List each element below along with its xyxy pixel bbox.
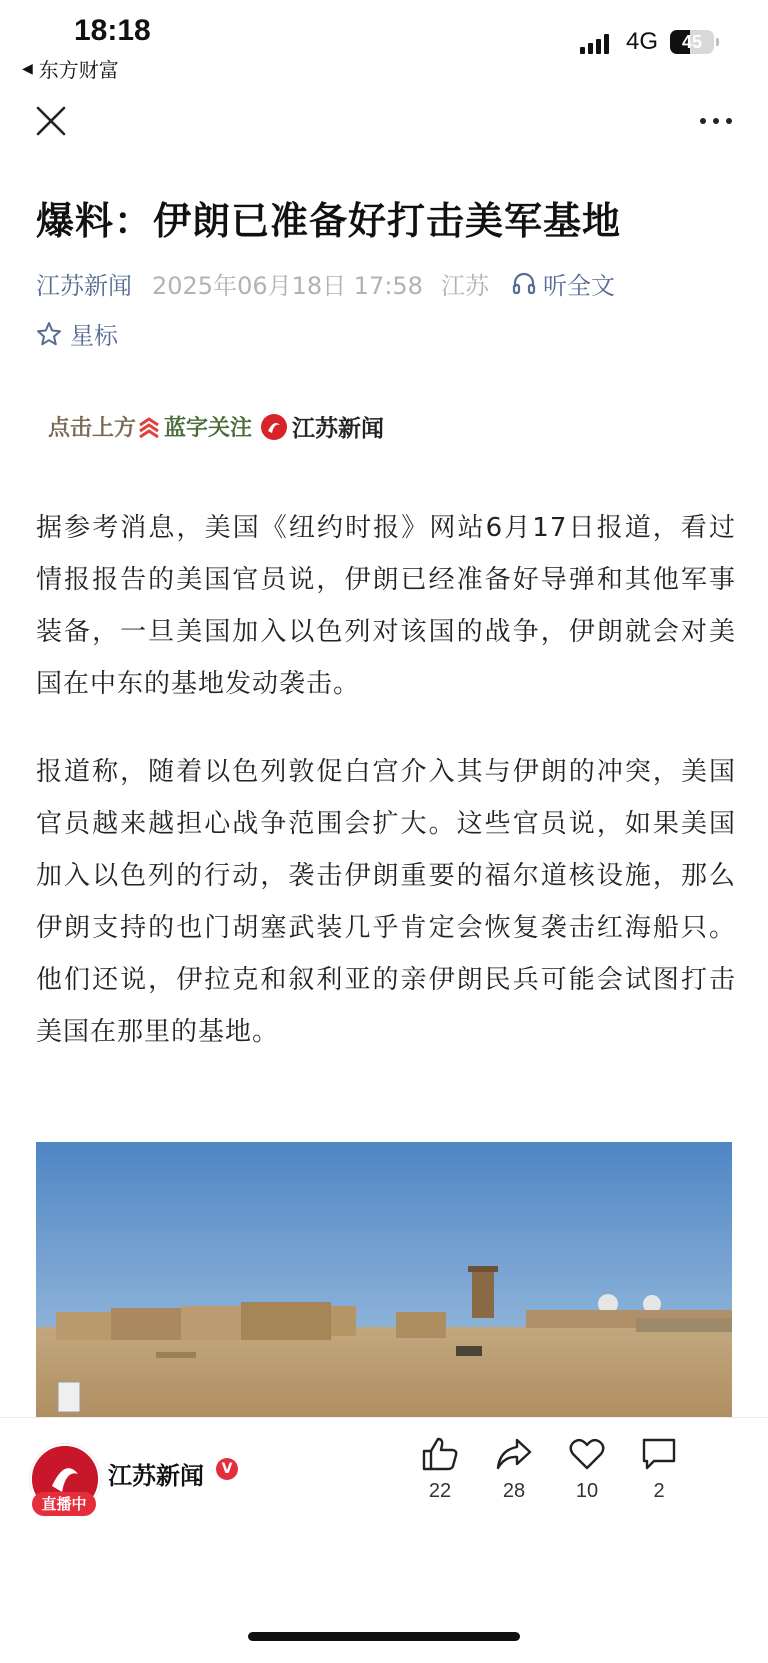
favorite-button[interactable] xyxy=(557,1436,617,1503)
share-button[interactable] xyxy=(484,1436,544,1503)
star-icon xyxy=(36,321,62,347)
comment-button[interactable] xyxy=(629,1436,689,1503)
battery-level: 45 xyxy=(681,32,703,52)
military-base-photo xyxy=(36,1142,732,1417)
status-time: 18:18 xyxy=(74,14,151,47)
back-app-label: 东方财富 xyxy=(38,58,119,82)
like-button[interactable] xyxy=(410,1436,470,1503)
more-dots-icon xyxy=(700,118,706,124)
back-to-app-link[interactable] xyxy=(22,54,119,83)
share-arrow-icon xyxy=(495,1436,533,1472)
chevron-up-stack-icon xyxy=(138,415,160,439)
publish-region: 江苏 xyxy=(440,272,489,300)
account-name[interactable]: 江苏新闻 xyxy=(108,1462,204,1490)
follow-text-1: 点击上方 xyxy=(48,416,137,441)
status-bar xyxy=(0,0,768,84)
article-photo[interactable] xyxy=(36,1142,732,1417)
more-options-button[interactable] xyxy=(700,118,732,124)
signal-icon xyxy=(580,32,609,54)
close-button[interactable] xyxy=(34,104,68,138)
favorite-count: 10 xyxy=(575,1480,599,1502)
article-paragraph-2: 报道称，随着以色列敦促白宫介入其与伊朗的冲突，美国官员越来越担心战争范围会扩大。这些官员说，如果美国加入以色列的行动，袭击伊朗重要的福尔道核设施，那么伊朗支持的也门胡塞武装几乎肯定会恢复袭击红海船只。他们还说，伊拉克和叙利亚的亲伊朗民兵可能会试图打击美国在那里的基地。 xyxy=(36,757,736,1047)
star-label: 星标 xyxy=(70,322,118,350)
article-title: 爆料：伊朗已准备好打击美军基地 xyxy=(36,199,622,243)
close-icon xyxy=(34,104,68,138)
source-account-link[interactable]: 江苏新闻 xyxy=(36,272,132,300)
network-type: 4G xyxy=(626,28,659,55)
share-count: 28 xyxy=(502,1480,526,1502)
listen-full-label: 听全文 xyxy=(542,272,615,300)
home-indicator[interactable] xyxy=(248,1632,520,1641)
star-button[interactable] xyxy=(36,316,118,351)
bottom-action-bar xyxy=(0,1417,768,1663)
article-paragraph-1: 据参考消息，美国《纽约时报》网站6月17日报道，看过情报报告的美国官员说，伊朗已经准备好导弹和其他军事装备，一旦美国加入以色列对该国的战争，伊朗就会对美国在中东的基地发动袭击。 xyxy=(36,513,736,699)
battery-icon xyxy=(670,30,714,54)
listen-full-button[interactable] xyxy=(511,266,615,301)
heart-icon xyxy=(568,1436,606,1472)
comment-bubble-icon xyxy=(640,1436,678,1472)
headphones-icon xyxy=(511,271,537,297)
verified-icon: V xyxy=(216,1458,238,1480)
comment-count: 2 xyxy=(653,1480,665,1502)
brand-logo-icon xyxy=(260,413,288,441)
follow-banner[interactable] xyxy=(48,410,384,443)
article-meta xyxy=(36,266,615,301)
like-count: 22 xyxy=(428,1480,452,1502)
thumbs-up-icon xyxy=(421,1436,459,1472)
follow-brand: 江苏新闻 xyxy=(292,416,385,442)
back-triangle-icon: ◀ xyxy=(22,60,33,77)
follow-text-2: 蓝字关注 xyxy=(164,416,253,441)
publish-date: 2025年06月18日 17:58 xyxy=(152,272,423,300)
live-badge[interactable]: 直播中 xyxy=(32,1492,96,1516)
